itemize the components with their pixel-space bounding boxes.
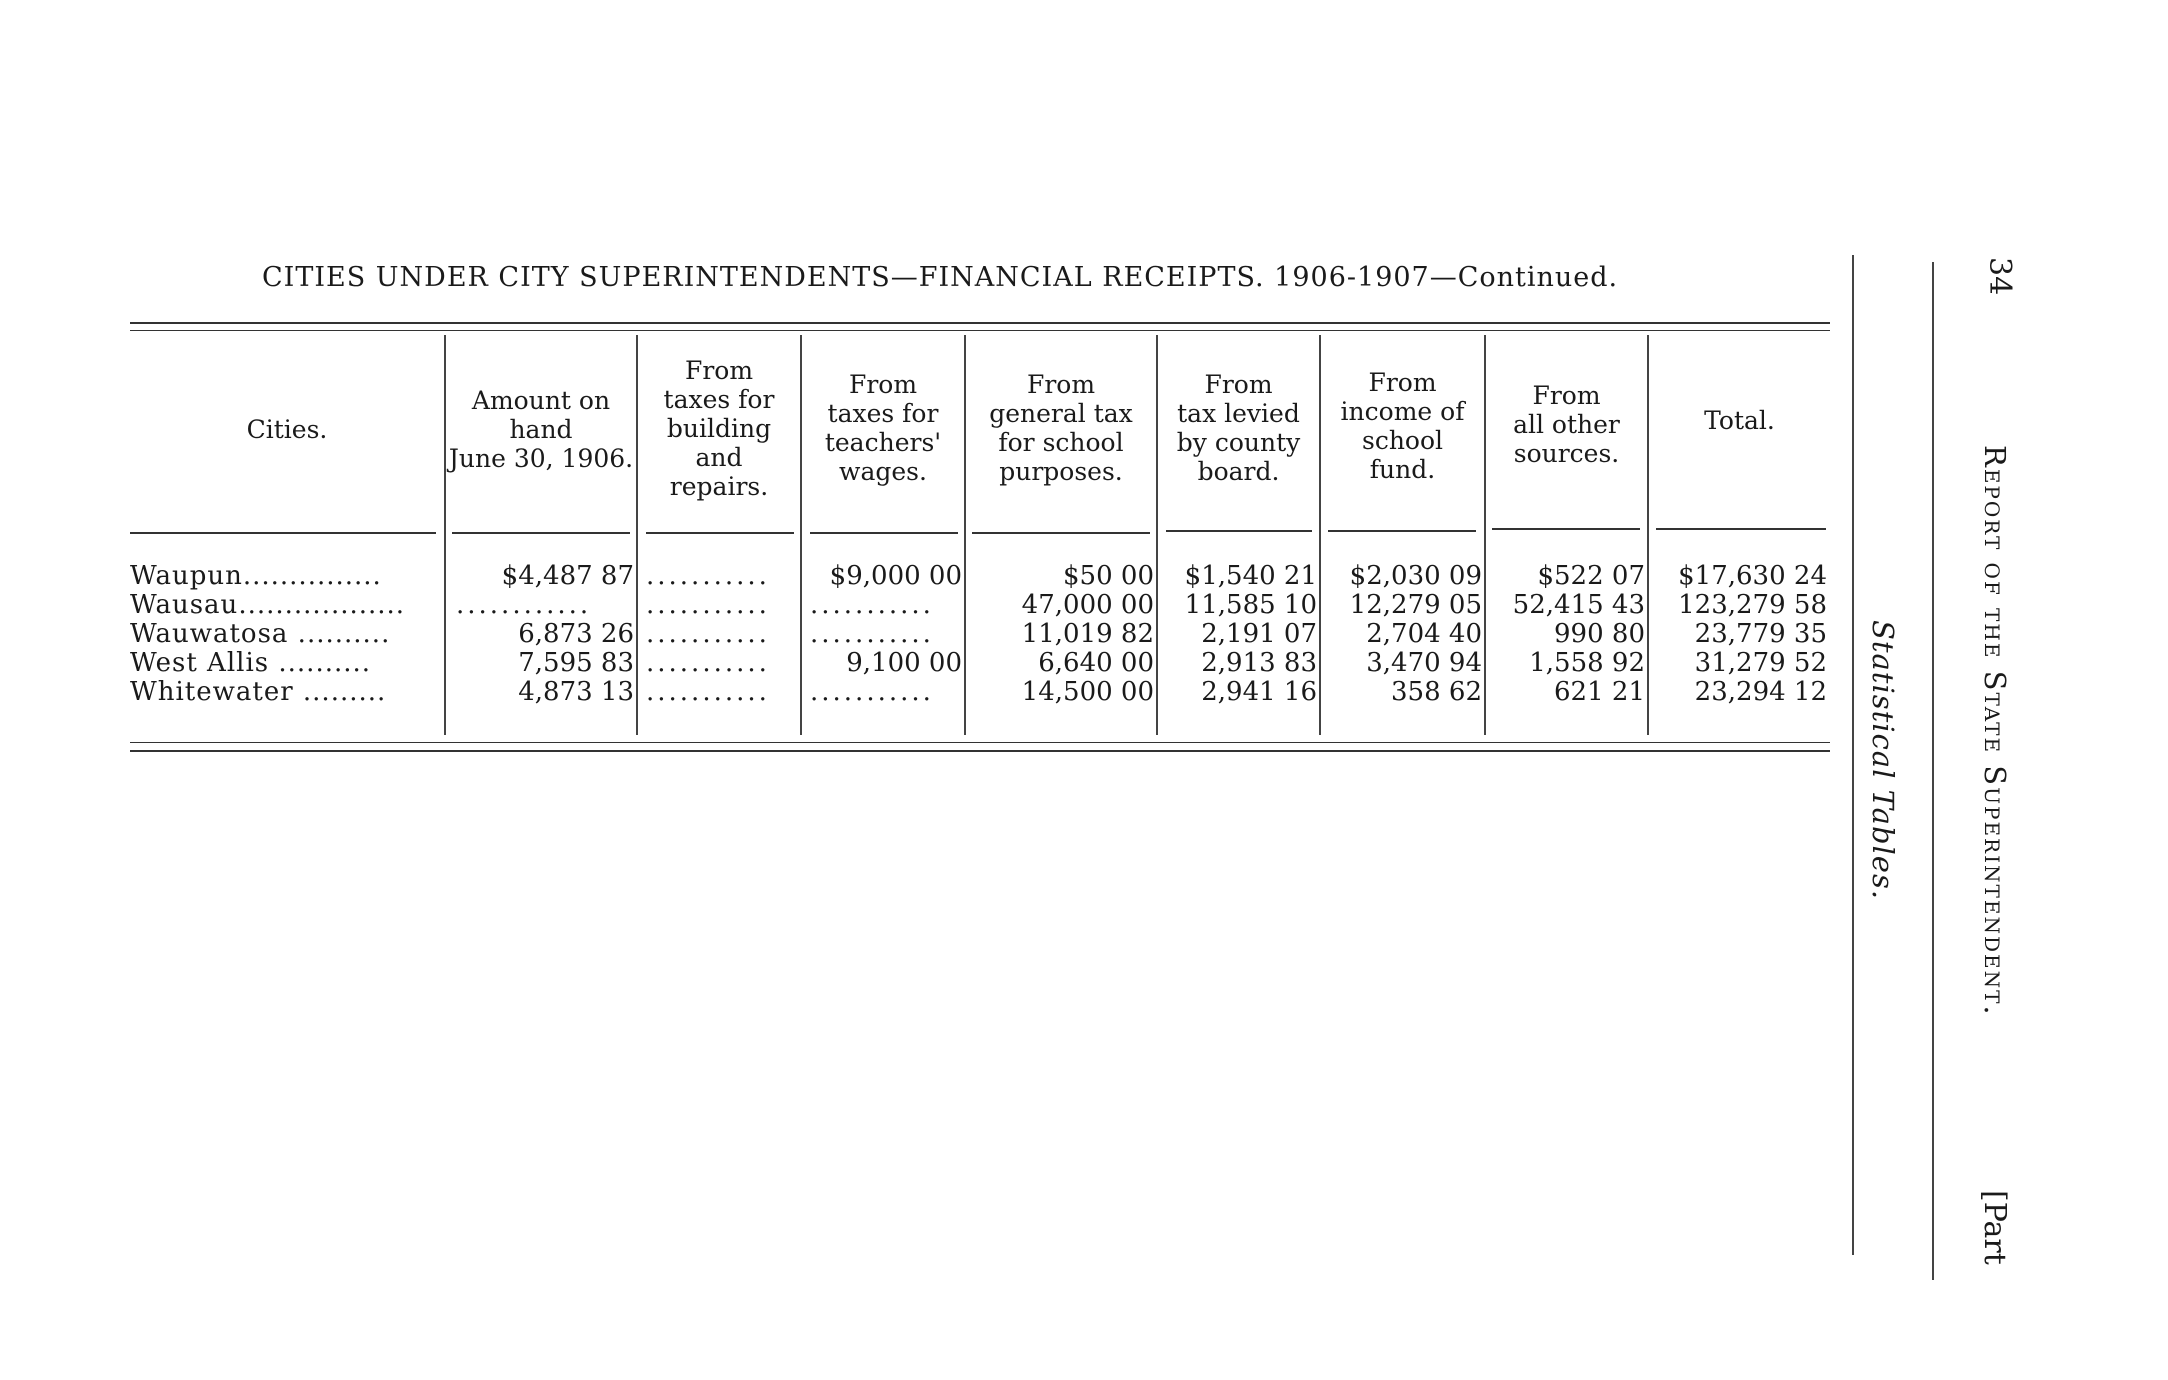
header-building: From taxes for building and repairs. (663, 356, 775, 501)
leader-dots: ........... (810, 590, 934, 620)
leader-dots: ............ (456, 590, 592, 620)
cell-other: 990 80 (1554, 619, 1645, 649)
header-underline (1166, 530, 1312, 532)
top-rule (130, 322, 1830, 324)
header-income: From income of school fund. (1340, 368, 1465, 484)
top-rule-2 (130, 330, 1830, 331)
header-cities: Cities. (246, 415, 328, 444)
leader-dots: ......... (293, 677, 387, 707)
cell-amount-on-hand: $4,487 87 (501, 561, 634, 591)
cell-income: 2,704 40 (1366, 619, 1482, 649)
header-county: From tax levied by county board. (1176, 370, 1301, 486)
cell-total: $17,630 24 (1678, 561, 1827, 591)
cell-total: 123,279 58 (1678, 590, 1827, 620)
header-underline (1328, 530, 1476, 532)
cell-other: $522 07 (1537, 561, 1645, 591)
header-underline (1656, 528, 1826, 530)
header-other: From all other sources. (1513, 381, 1620, 468)
leader-dots: ........... (646, 648, 770, 678)
header-underline (1492, 528, 1640, 530)
header-teachers: From taxes for teachers' wages. (824, 370, 942, 486)
margin-rule (1932, 262, 1934, 1280)
cell-total: 23,779 35 (1694, 619, 1827, 649)
header-underline (646, 532, 794, 534)
cell-other: 52,415 43 (1512, 590, 1645, 620)
cell-general: 6,640 00 (1038, 648, 1154, 678)
cell-county: 2,941 16 (1201, 677, 1317, 707)
header-underline (810, 532, 958, 534)
cell-amount-on-hand: 6,873 26 (518, 619, 634, 649)
cell-income: $2,030 09 (1349, 561, 1482, 591)
cell-other: 1,558 92 (1529, 648, 1645, 678)
cell-total: 23,294 12 (1694, 677, 1827, 707)
table-row-city: Wausau.................. (130, 590, 406, 620)
cell-teachers: 9,100 00 (846, 648, 962, 678)
table-title: CITIES UNDER CITY SUPERINTENDENTS—FINANCIAL RECEIPTS. 1906-1907—Continued. (262, 262, 1619, 293)
cell-county: $1,540 21 (1184, 561, 1317, 591)
cell-county: 2,913 83 (1201, 648, 1317, 678)
cell-income: 358 62 (1391, 677, 1482, 707)
leader-dots: .......... (269, 648, 372, 678)
header-underline (130, 532, 436, 534)
cell-general: 11,019 82 (1021, 619, 1154, 649)
table-row-city: Whitewater ......... (130, 677, 387, 707)
cell-general: 14,500 00 (1021, 677, 1154, 707)
table-row-city: Waupun............... (130, 561, 382, 591)
leader-dots: ........... (646, 677, 770, 707)
cell-county: 11,585 10 (1184, 590, 1317, 620)
cell-total: 31,279 52 (1694, 648, 1827, 678)
cell-general: $50 00 (1063, 561, 1154, 591)
cell-teachers: $9,000 00 (829, 561, 962, 591)
page-number: 34 (1982, 257, 2017, 296)
bottom-rule (130, 742, 1830, 743)
part-label: [Part (1977, 1190, 2012, 1265)
header-general: From general tax for school purposes. (989, 370, 1133, 486)
leader-dots: ............... (242, 561, 382, 591)
leader-dots: .................. (238, 590, 406, 620)
cell-income: 12,279 05 (1349, 590, 1482, 620)
leader-dots: ........... (810, 619, 934, 649)
cell-county: 2,191 07 (1201, 619, 1317, 649)
margin-rule (1852, 255, 1854, 1255)
leader-dots: ........... (646, 590, 770, 620)
leader-dots: ........... (646, 561, 770, 591)
cell-amount-on-hand: 4,873 13 (518, 677, 634, 707)
cell-income: 3,470 94 (1366, 648, 1482, 678)
running-head: Report of the State Superintendent. (1978, 445, 2012, 1017)
leader-dots: ........... (810, 677, 934, 707)
cell-amount-on-hand: 7,595 83 (518, 648, 634, 678)
bottom-rule-2 (130, 750, 1830, 752)
header-amount-on-hand: Amount on hand June 30, 1906. (448, 386, 634, 473)
cell-other: 621 21 (1554, 677, 1645, 707)
cell-general: 47,000 00 (1021, 590, 1154, 620)
section-title: Statistical Tables. (1866, 620, 1900, 901)
table-row-city: West Allis .......... (130, 648, 372, 678)
header-total: Total. (1704, 406, 1775, 435)
header-underline (972, 532, 1150, 534)
leader-dots: ........... (646, 619, 770, 649)
header-underline (452, 532, 630, 534)
leader-dots: .......... (288, 619, 391, 649)
table-row-city: Wauwatosa .......... (130, 619, 391, 649)
